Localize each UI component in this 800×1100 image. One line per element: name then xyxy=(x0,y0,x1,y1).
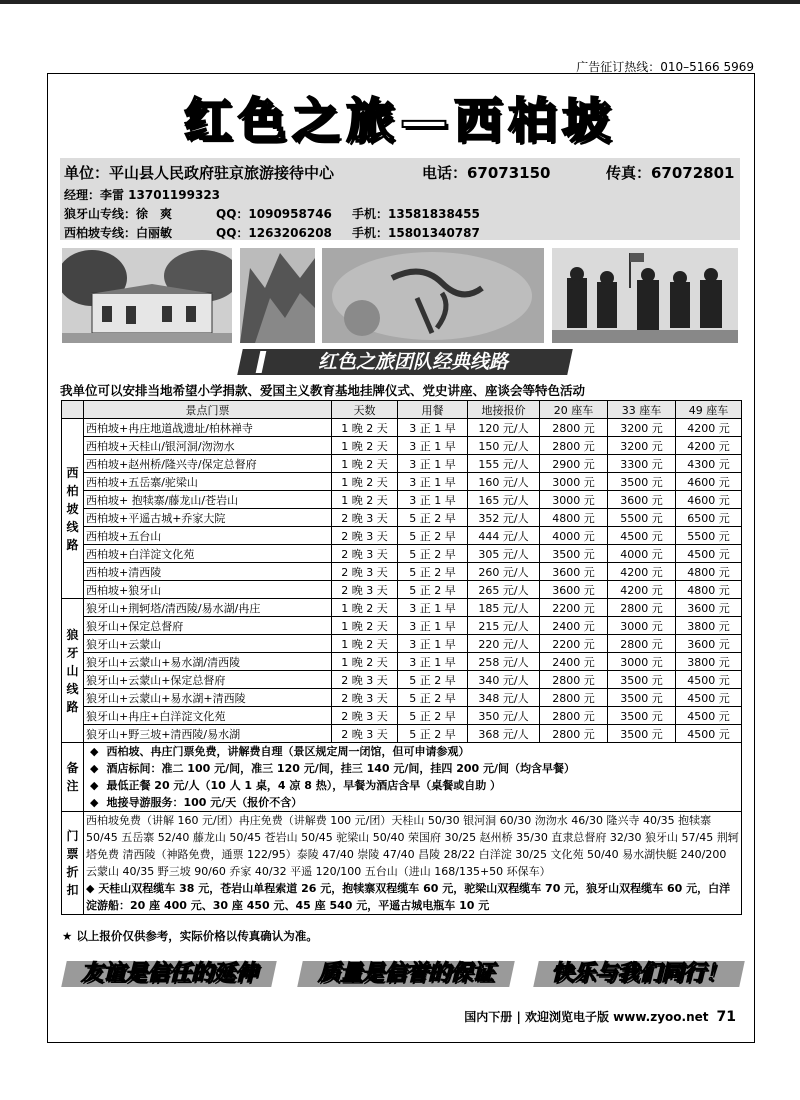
slogan-3: 快乐与我们同行！ xyxy=(536,957,742,991)
route-name-cell: 狼牙山+云蒙山 xyxy=(84,635,332,653)
route-value-cell: 2200 元 xyxy=(540,599,608,617)
route-value-cell: 5 正 2 早 xyxy=(398,545,468,563)
route-name-cell: 西柏坡+赵州桥/隆兴寺/保定总督府 xyxy=(84,455,332,473)
route-value-cell: 4300 元 xyxy=(676,455,742,473)
table-row xyxy=(62,437,742,455)
route-name-cell: 西柏坡+白洋淀文化苑 xyxy=(84,545,332,563)
route-value-cell: 4500 元 xyxy=(676,707,742,725)
route-value-cell: 155 元/人 xyxy=(468,455,540,473)
col-header: 33 座车 xyxy=(608,401,676,419)
col-header: 地接报价 xyxy=(468,401,540,419)
col-header: 20 座车 xyxy=(540,401,608,419)
route-group-label: 西柏坡线路 xyxy=(62,419,84,599)
route-value-cell: 5 正 2 早 xyxy=(398,527,468,545)
route-value-cell: 3200 元 xyxy=(608,419,676,437)
route-value-cell: 444 元/人 xyxy=(468,527,540,545)
route-value-cell: 1 晚 2 天 xyxy=(332,437,398,455)
page-footer xyxy=(464,1008,736,1025)
route-value-cell: 1 晚 2 天 xyxy=(332,635,398,653)
route-value-cell: 1 晚 2 天 xyxy=(332,491,398,509)
route-value-cell: 368 元/人 xyxy=(468,725,540,743)
col-header: 用餐 xyxy=(398,401,468,419)
route-name-cell: 西柏坡+清西陵 xyxy=(84,563,332,581)
xbp-mobile-text: 手机：15801340787 xyxy=(352,226,480,240)
route-name-cell: 西柏坡+五台山 xyxy=(84,527,332,545)
col-header: 49 座车 xyxy=(676,401,742,419)
table-row xyxy=(62,653,742,671)
route-value-cell: 2 晚 3 天 xyxy=(332,509,398,527)
route-value-cell: 3 正 1 早 xyxy=(398,437,468,455)
banner-title: 红色之旅团队经典线路 xyxy=(317,351,508,373)
routes-banner xyxy=(240,349,570,375)
route-value-cell: 5 正 2 早 xyxy=(398,689,468,707)
footer-text: 国内下册 | 欢迎浏览电子版 www.zyoo.net xyxy=(464,1010,709,1024)
route-value-cell: 3600 元 xyxy=(676,599,742,617)
route-value-cell: 5 正 2 早 xyxy=(398,707,468,725)
route-name-cell: 狼牙山+云蒙山+保定总督府 xyxy=(84,671,332,689)
route-value-cell: 2 晚 3 天 xyxy=(332,581,398,599)
route-value-cell: 4000 元 xyxy=(608,545,676,563)
table-row xyxy=(62,473,742,491)
route-name-cell: 狼牙山+冉庄+白洋淀文化苑 xyxy=(84,707,332,725)
route-value-cell: 3500 元 xyxy=(608,707,676,725)
route-value-cell: 3800 元 xyxy=(676,617,742,635)
routes-body xyxy=(62,419,742,743)
col-header: 天数 xyxy=(332,401,398,419)
route-value-cell: 150 元/人 xyxy=(468,437,540,455)
manager-text: 经理：李雷 13701199323 xyxy=(64,188,221,202)
route-value-cell: 4600 元 xyxy=(676,473,742,491)
route-name-cell: 西柏坡+天桂山/银河洞/沕沕水 xyxy=(84,437,332,455)
route-value-cell: 2800 元 xyxy=(540,437,608,455)
route-value-cell: 4500 元 xyxy=(676,545,742,563)
route-value-cell: 2800 元 xyxy=(540,689,608,707)
slogan-2: 质量是信誉的保证 xyxy=(300,957,512,991)
slogan-1: 友谊是信任的延伸 xyxy=(64,957,274,991)
xbp-line-text: 西柏坡专线：白丽敏 xyxy=(64,226,173,240)
phone-text: 电话：67073150 xyxy=(422,164,551,182)
route-value-cell: 3600 元 xyxy=(540,563,608,581)
route-name-cell: 西柏坡+冉庄地道战遗址/柏林禅寺 xyxy=(84,419,332,437)
corner-cell xyxy=(62,401,84,419)
route-value-cell: 3500 元 xyxy=(608,689,676,707)
route-value-cell: 5500 元 xyxy=(608,509,676,527)
top-rule xyxy=(0,0,800,4)
route-value-cell: 2800 元 xyxy=(540,725,608,743)
memorial-house-photo xyxy=(62,248,232,343)
route-value-cell: 3000 元 xyxy=(608,653,676,671)
route-value-cell: 350 元/人 xyxy=(468,707,540,725)
remark-item: ◆ 最低正餐 20 元/人（10 人 1 桌，4 凉 8 热），早餐为酒店含早（桌餐或自助 ） xyxy=(90,779,502,792)
route-value-cell: 2800 元 xyxy=(540,671,608,689)
route-value-cell: 2800 元 xyxy=(608,599,676,617)
route-value-cell: 4800 元 xyxy=(676,563,742,581)
route-value-cell: 3600 元 xyxy=(676,635,742,653)
route-value-cell: 5 正 2 早 xyxy=(398,509,468,527)
table-row xyxy=(62,599,742,617)
remarks-label: 备注 xyxy=(62,743,84,812)
lys-mobile-text: 手机：13581838455 xyxy=(352,207,480,221)
route-value-cell: 2900 元 xyxy=(540,455,608,473)
remarks-cell xyxy=(84,743,742,812)
route-value-cell: 3 正 1 早 xyxy=(398,635,468,653)
route-value-cell: 1 晚 2 天 xyxy=(332,599,398,617)
route-value-cell: 265 元/人 xyxy=(468,581,540,599)
route-value-cell: 1 晚 2 天 xyxy=(332,419,398,437)
route-value-cell: 3 正 1 早 xyxy=(398,419,468,437)
discount-cell xyxy=(84,812,742,915)
route-value-cell: 260 元/人 xyxy=(468,563,540,581)
route-name-cell: 西柏坡+平遥古城+乔家大院 xyxy=(84,509,332,527)
route-value-cell: 305 元/人 xyxy=(468,545,540,563)
route-value-cell: 4000 元 xyxy=(540,527,608,545)
route-value-cell: 4200 元 xyxy=(608,563,676,581)
route-value-cell: 3300 元 xyxy=(608,455,676,473)
route-value-cell: 4500 元 xyxy=(676,671,742,689)
mountain-photo xyxy=(240,248,315,343)
route-name-cell: 狼牙山+保定总督府 xyxy=(84,617,332,635)
route-name-cell: 西柏坡+五岳寨/驼梁山 xyxy=(84,473,332,491)
col-header: 景点门票 xyxy=(84,401,332,419)
table-row xyxy=(62,689,742,707)
remark-item: ◆ 地接导游服务：100 元/天（报价不含） xyxy=(90,796,303,809)
route-value-cell: 1 晚 2 天 xyxy=(332,653,398,671)
notes-body xyxy=(62,743,742,915)
discount-prices: 西柏坡免费（讲解 160 元/团）冉庄免费（讲解费 100 元/团）天桂山 50/30 银河洞 60/30 沕沕水 46/30 隆兴寺 40/35 抱犊寨 50/45 五岳寨 52/40 藤龙山 50/45 苍岩山 50/45 驼梁山 50/40 荣国府 30/25 赵州桥 35/30 直隶总督府 32/30 狼牙山 57/45 荆轲塔免费 清西陵（神路免费，通票 122/95）泰陵 47/40 崇陵 47/40 昌陵 28/22 白洋淀 30/25 文化苑 50/40 易水湖快艇 240/200 云蒙山 40/35 野三坡 90/60 乔家 40/32 平遥 120/100 五台山（进山 168/135+50 环保车） xyxy=(86,814,739,878)
route-value-cell: 3 正 1 早 xyxy=(398,491,468,509)
route-value-cell: 3800 元 xyxy=(676,653,742,671)
unit-text: 单位：平山县人民政府驻京旅游接待中心 xyxy=(64,164,335,182)
route-value-cell: 160 元/人 xyxy=(468,473,540,491)
route-name-cell: 狼牙山+云蒙山+易水湖+清西陵 xyxy=(84,689,332,707)
route-value-cell: 3600 元 xyxy=(608,491,676,509)
statues-photo xyxy=(552,248,738,343)
route-value-cell: 3500 元 xyxy=(608,473,676,491)
route-value-cell: 2 晚 3 天 xyxy=(332,707,398,725)
table-row xyxy=(62,545,742,563)
route-value-cell: 3 正 1 早 xyxy=(398,455,468,473)
table-row xyxy=(62,491,742,509)
route-value-cell: 3500 元 xyxy=(540,545,608,563)
route-value-cell: 4200 元 xyxy=(608,581,676,599)
route-value-cell: 4200 元 xyxy=(676,419,742,437)
route-value-cell: 258 元/人 xyxy=(468,653,540,671)
route-value-cell: 120 元/人 xyxy=(468,419,540,437)
route-value-cell: 3500 元 xyxy=(608,671,676,689)
lys-line-text: 狼牙山专线：徐 爽 xyxy=(64,207,173,221)
table-row xyxy=(62,617,742,635)
disclaimer-text: ★ 以上报价仅供参考，实际价格以传真确认为准。 xyxy=(62,929,318,943)
route-value-cell: 5 正 2 早 xyxy=(398,725,468,743)
route-value-cell: 352 元/人 xyxy=(468,509,540,527)
intro-text: 我单位可以安排当地希望小学捐款、爱国主义教育基地挂牌仪式、党史讲座、座谈会等特色活动 xyxy=(60,383,586,398)
table-row xyxy=(62,455,742,473)
table-row xyxy=(62,509,742,527)
route-value-cell: 2800 元 xyxy=(540,419,608,437)
table-row xyxy=(62,725,742,743)
route-name-cell: 狼牙山+荆轲塔/清西陵/易水湖/冉庄 xyxy=(84,599,332,617)
route-value-cell: 215 元/人 xyxy=(468,617,540,635)
page-title: 红色之旅—西柏坡 xyxy=(183,93,616,149)
ad-hotline: 广告征订热线：010–5166 5969 xyxy=(576,60,754,74)
route-value-cell: 4800 元 xyxy=(540,509,608,527)
lys-qq-text: QQ：1090958746 xyxy=(216,207,332,221)
route-value-cell: 3 正 1 早 xyxy=(398,653,468,671)
route-value-cell: 2400 元 xyxy=(540,617,608,635)
page-number: 71 xyxy=(716,1009,736,1025)
route-value-cell: 3000 元 xyxy=(540,473,608,491)
table-row xyxy=(62,527,742,545)
discount-cable-note: ◆ 天桂山双程缆车 38 元，苍岩山单程索道 26 元，抱犊寨双程缆车 60 元，驼梁山双程缆车 70 元，狼牙山双程缆车 60 元，白洋淀游船：20 座 400 元、30 座 450 元、45 座 540 元，平遥古城电瓶车 10 元 xyxy=(86,882,731,912)
discount-label: 门票折扣 xyxy=(62,812,84,915)
table-row xyxy=(62,563,742,581)
route-value-cell: 2200 元 xyxy=(540,635,608,653)
route-value-cell: 2 晚 3 天 xyxy=(332,689,398,707)
route-value-cell: 3 正 1 早 xyxy=(398,617,468,635)
table-row xyxy=(62,419,742,437)
calligraphy-rock-photo xyxy=(322,248,544,343)
route-value-cell: 185 元/人 xyxy=(468,599,540,617)
route-name-cell: 西柏坡+狼牙山 xyxy=(84,581,332,599)
route-value-cell: 5 正 2 早 xyxy=(398,581,468,599)
table-row xyxy=(62,671,742,689)
route-value-cell: 3200 元 xyxy=(608,437,676,455)
route-value-cell: 340 元/人 xyxy=(468,671,540,689)
route-value-cell: 4500 元 xyxy=(676,689,742,707)
route-value-cell: 2 晚 3 天 xyxy=(332,725,398,743)
route-value-cell: 2 晚 3 天 xyxy=(332,545,398,563)
route-value-cell: 3 正 1 早 xyxy=(398,599,468,617)
route-value-cell: 2800 元 xyxy=(540,707,608,725)
contact-box xyxy=(60,158,740,240)
route-name-cell: 西柏坡+ 抱犊寨/藤龙山/苍岩山 xyxy=(84,491,332,509)
route-value-cell: 3000 元 xyxy=(540,491,608,509)
route-value-cell: 6500 元 xyxy=(676,509,742,527)
remark-item: ◆ 酒店标间：准二 100 元/间，准三 120 元/间，挂三 140 元/间，挂四 200 元/间（均含早餐） xyxy=(90,762,576,775)
xbp-qq-text: QQ：1263206208 xyxy=(216,226,332,240)
route-group-label: 狼牙山线路 xyxy=(62,599,84,743)
route-value-cell: 2400 元 xyxy=(540,653,608,671)
route-name-cell: 狼牙山+云蒙山+易水湖/清西陵 xyxy=(84,653,332,671)
route-value-cell: 165 元/人 xyxy=(468,491,540,509)
route-value-cell: 2800 元 xyxy=(608,635,676,653)
route-value-cell: 3 正 1 早 xyxy=(398,473,468,491)
route-value-cell: 2 晚 3 天 xyxy=(332,563,398,581)
route-value-cell: 3600 元 xyxy=(540,581,608,599)
route-value-cell: 4800 元 xyxy=(676,581,742,599)
route-name-cell: 狼牙山+野三坡+清西陵/易水湖 xyxy=(84,725,332,743)
route-value-cell: 1 晚 2 天 xyxy=(332,455,398,473)
route-value-cell: 3000 元 xyxy=(608,617,676,635)
route-value-cell: 5500 元 xyxy=(676,527,742,545)
route-value-cell: 348 元/人 xyxy=(468,689,540,707)
route-value-cell: 1 晚 2 天 xyxy=(332,617,398,635)
route-value-cell: 4500 元 xyxy=(676,725,742,743)
table-row xyxy=(62,707,742,725)
route-value-cell: 5 正 2 早 xyxy=(398,671,468,689)
route-value-cell: 5 正 2 早 xyxy=(398,563,468,581)
route-value-cell: 4600 元 xyxy=(676,491,742,509)
route-value-cell: 220 元/人 xyxy=(468,635,540,653)
route-value-cell: 4200 元 xyxy=(676,437,742,455)
table-row xyxy=(62,581,742,599)
remarks-row xyxy=(62,743,742,812)
table-header-row xyxy=(62,401,742,419)
route-value-cell: 2 晚 3 天 xyxy=(332,671,398,689)
fax-text: 传真：67072801 xyxy=(606,164,735,182)
route-value-cell: 2 晚 3 天 xyxy=(332,527,398,545)
table-row xyxy=(62,635,742,653)
routes-table xyxy=(61,400,742,915)
discount-row xyxy=(62,812,742,915)
route-value-cell: 1 晚 2 天 xyxy=(332,473,398,491)
route-value-cell: 4500 元 xyxy=(608,527,676,545)
remark-item: ◆ 西柏坡、冉庄门票免费，讲解费自理（景区规定周一闭馆，但可申请参观） xyxy=(90,745,470,758)
route-value-cell: 3500 元 xyxy=(608,725,676,743)
